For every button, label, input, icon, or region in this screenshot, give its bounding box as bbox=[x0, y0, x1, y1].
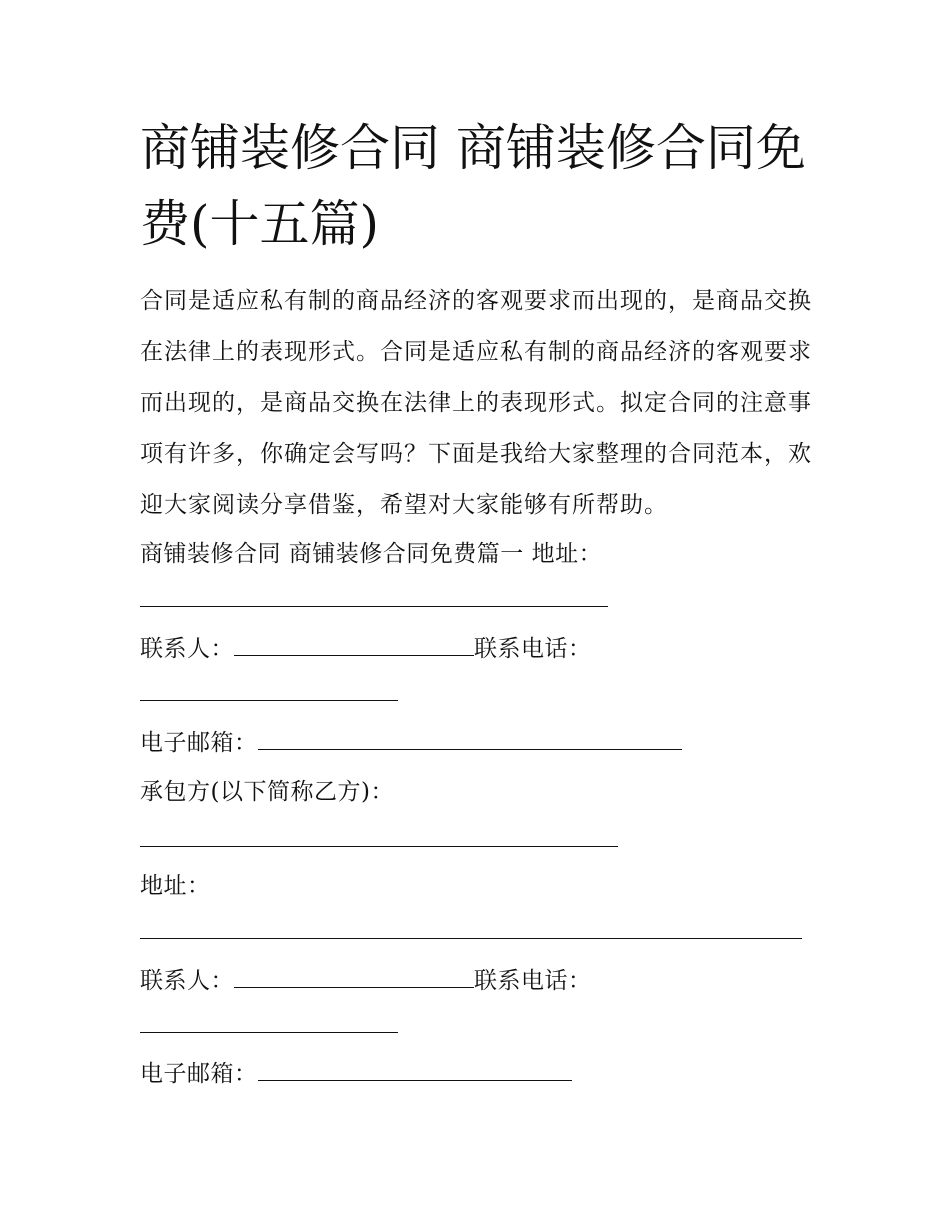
party-a-phone-label: 联系电话： bbox=[474, 636, 592, 662]
party-b-heading: 承包方(以下简称乙方)： bbox=[140, 779, 394, 805]
party-b-email-blank[interactable] bbox=[258, 1058, 572, 1081]
party-b-address-label: 地址： bbox=[140, 873, 211, 899]
party-a-contact-blank[interactable] bbox=[234, 633, 474, 656]
party-a-contact-line bbox=[140, 633, 592, 664]
party-b-heading-line bbox=[140, 777, 394, 807]
section-heading bbox=[140, 539, 602, 569]
party-a-address-blank[interactable] bbox=[140, 606, 608, 607]
intro-paragraph: 合同是适应私有制的商品经济的客观要求而出现的，是商品交换在法律上的表现形式。合同是适应私有制的商品经济的客观要求而出现的，是商品交换在法律上的表现形式。拟定合同的注意事项有许多，你确定会写吗？下面是我给大家整理的合同范本，欢迎大家阅读分享借鉴，希望对大家能够有所帮助。 bbox=[140, 288, 812, 518]
party-a-contact-label: 联系人： bbox=[140, 636, 234, 662]
party-b-email-label: 电子邮箱： bbox=[140, 1061, 258, 1087]
party-b-address-line bbox=[140, 871, 211, 901]
party-b-phone-blank[interactable] bbox=[140, 1032, 398, 1033]
party-b-address-blank[interactable] bbox=[140, 938, 802, 939]
section-heading-text: 商铺装修合同 商铺装修合同免费篇一 地址： bbox=[140, 541, 603, 567]
party-b-phone-label: 联系电话： bbox=[474, 968, 592, 994]
party-a-email-line bbox=[140, 727, 682, 758]
party-b-contact-label: 联系人： bbox=[140, 968, 234, 994]
party-b-name-blank[interactable] bbox=[140, 846, 618, 847]
party-a-email-blank[interactable] bbox=[258, 727, 682, 750]
party-b-contact-line bbox=[140, 965, 592, 996]
document-title: 商铺装修合同 商铺装修合同免费(十五篇) bbox=[140, 119, 806, 253]
party-b-email-line bbox=[140, 1058, 572, 1089]
party-a-phone-blank[interactable] bbox=[140, 700, 398, 701]
party-b-contact-blank[interactable] bbox=[234, 965, 474, 988]
party-a-email-label: 电子邮箱： bbox=[140, 730, 258, 756]
